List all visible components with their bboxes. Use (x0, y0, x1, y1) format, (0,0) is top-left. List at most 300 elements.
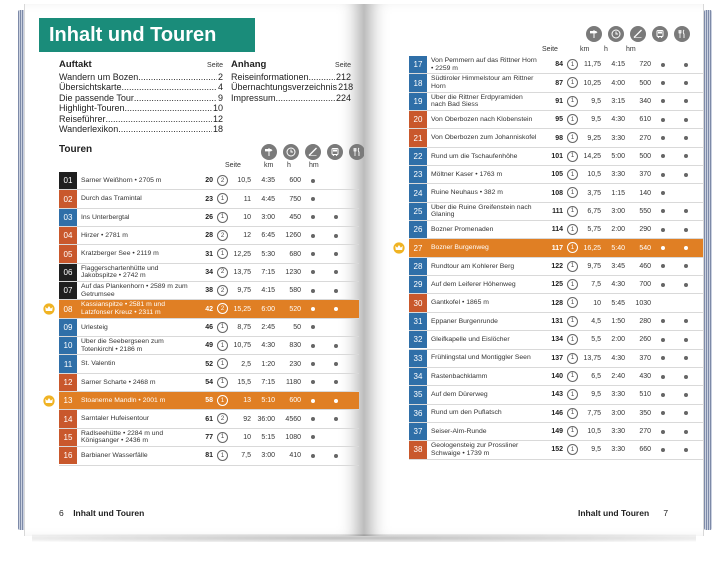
difficulty-icon: 1 (567, 444, 578, 455)
tour-km: 5,5 (591, 336, 601, 344)
restaurant-available-dot (684, 136, 688, 140)
tour-name: Gleifkapelle und Eislöcher (431, 336, 510, 344)
tour-ascent: 1080 (285, 433, 301, 441)
tour-duration: 5:15 (261, 433, 275, 441)
tour-name: Rundtour am Kohlerer Berg (431, 262, 515, 270)
right-page (364, 4, 704, 536)
tour-page: 77 (205, 433, 213, 441)
difficulty-icon: 1 (217, 395, 228, 406)
restaurant-available-dot (684, 393, 688, 397)
tour-page: 54 (205, 378, 213, 386)
bus-available-dot (661, 375, 665, 379)
tour-name: Rund um die Tschaufenhöhe (431, 152, 518, 160)
toc-anhang (231, 59, 354, 103)
toc-entry (59, 124, 223, 135)
restaurant-available-dot (684, 356, 688, 360)
bus-available-dot (661, 393, 665, 397)
tour-row[interactable] (409, 93, 704, 111)
tour-km: 10,75 (233, 342, 251, 350)
tour-km: 10 (243, 213, 251, 221)
bus-available-dot (311, 197, 315, 201)
tour-name: Südtiroler Himmelstour am Rittner Horn (431, 75, 534, 91)
tour-ascent: 610 (639, 116, 651, 124)
difficulty-icon: 1 (567, 132, 578, 143)
tour-row[interactable] (59, 410, 359, 428)
difficulty-icon: 1 (567, 408, 578, 419)
tour-number: 08 (59, 300, 77, 317)
highlight-crown-icon (43, 395, 55, 407)
tour-km: 9,5 (591, 391, 601, 399)
tour-row[interactable] (59, 209, 359, 227)
bus-available-dot (311, 307, 315, 311)
tour-km: 9,75 (587, 262, 601, 270)
tour-page: 152 (551, 446, 563, 454)
tour-ascent: 500 (639, 79, 651, 87)
tour-km: 10 (593, 299, 601, 307)
difficulty-icon: 2 (217, 285, 228, 296)
tour-name: Radlseehütte • 2284 m und Königsanger • 2436 m (81, 429, 164, 445)
difficulty-icon: 2 (217, 175, 228, 186)
tour-name: Barbianer Wasserfälle (81, 452, 148, 460)
tour-number: 07 (59, 282, 77, 299)
tour-duration: 3:30 (611, 391, 625, 399)
bus-available-dot (661, 246, 665, 250)
bus-icon (327, 144, 343, 160)
tour-row[interactable] (409, 221, 704, 239)
toc-entry-label: Wandern um Bozen (59, 71, 139, 82)
clock-icon (283, 144, 299, 160)
tour-number: 15 (59, 429, 77, 446)
difficulty-icon: 1 (217, 193, 228, 204)
tour-row[interactable] (409, 74, 704, 92)
tour-km: 2,5 (241, 360, 251, 368)
tour-duration: 6:00 (261, 305, 275, 313)
difficulty-icon: 1 (567, 389, 578, 400)
tour-ascent: 350 (639, 409, 651, 417)
toc-entry-page: 212 (335, 71, 351, 82)
difficulty-icon: 1 (567, 114, 578, 125)
toc-entry-page: 218 (338, 82, 354, 92)
tour-page: 146 (551, 409, 563, 417)
tour-number: 32 (409, 331, 427, 348)
toc-entry-label: Impressum (231, 92, 276, 103)
tour-duration: 4:00 (611, 79, 625, 87)
tour-page: 23 (205, 195, 213, 203)
tour-ascent: 370 (639, 354, 651, 362)
difficulty-icon: 1 (567, 187, 578, 198)
tour-row[interactable] (409, 203, 704, 221)
restaurant-available-dot (334, 289, 338, 293)
tour-km: 15,5 (237, 378, 251, 386)
restaurant-available-dot (684, 228, 688, 232)
difficulty-icon: 1 (567, 334, 578, 345)
restaurant-available-dot (684, 411, 688, 415)
tour-number: 09 (59, 319, 77, 336)
tour-row[interactable] (409, 166, 704, 184)
toc-entry-label: Übersichtskarte (59, 82, 122, 92)
tour-number: 34 (409, 368, 427, 385)
tour-ascent: 540 (639, 244, 651, 252)
tour-duration: 5:45 (611, 299, 625, 307)
tour-duration: 1:50 (611, 317, 625, 325)
toc-entry (59, 72, 223, 83)
tour-ascent: 550 (639, 207, 651, 215)
tour-number: 35 (409, 386, 427, 403)
restaurant-available-dot (684, 118, 688, 122)
bus-available-dot (661, 228, 665, 232)
tour-ascent: 600 (289, 177, 301, 185)
page-title: Inhalt und Touren (39, 18, 255, 52)
toc-entry (59, 93, 223, 104)
difficulty-icon: 2 (217, 303, 228, 314)
restaurant-available-dot (684, 283, 688, 287)
tour-row[interactable] (409, 313, 704, 331)
tour-row[interactable] (59, 319, 359, 337)
tour-row[interactable] (409, 56, 704, 74)
tour-row[interactable] (409, 423, 704, 441)
tour-row[interactable] (409, 350, 704, 368)
tour-page: 143 (551, 391, 563, 399)
tour-km: 8,75 (237, 323, 251, 331)
col-km: km (580, 46, 590, 53)
tour-km: 10,5 (237, 177, 251, 185)
tour-number: 11 (59, 355, 77, 372)
tour-ascent: 430 (639, 373, 651, 381)
restaurant-available-dot (334, 362, 338, 366)
difficulty-icon: 1 (217, 358, 228, 369)
col-seite: Seite (225, 162, 241, 169)
difficulty-icon: 1 (567, 224, 578, 235)
tour-ascent: 750 (289, 195, 301, 203)
tour-duration: 2:00 (611, 226, 625, 234)
toc-heading: Anhang (231, 59, 267, 70)
signpost-icon (586, 26, 602, 42)
tour-number: 06 (59, 264, 77, 281)
tour-number: 01 (59, 172, 77, 189)
tour-duration: 6:45 (261, 232, 275, 240)
tour-row[interactable] (59, 392, 359, 410)
tour-km: 10,5 (587, 428, 601, 436)
tour-row[interactable] (59, 355, 359, 373)
bus-available-dot (661, 338, 665, 342)
tour-number: 23 (409, 166, 427, 183)
tour-page: 28 (205, 232, 213, 240)
tour-name: St. Valentin (81, 360, 116, 368)
tour-page: 114 (551, 226, 563, 234)
tour-km: 9,75 (237, 287, 251, 295)
toc-entry-label: Wanderlexikon (59, 124, 119, 134)
tour-number: 13 (59, 392, 77, 409)
tour-page: 31 (205, 250, 213, 258)
tour-page: 149 (551, 428, 563, 436)
tour-number: 10 (59, 337, 77, 354)
restaurant-icon (674, 26, 690, 42)
tour-name: Gantkofel • 1865 m (431, 299, 489, 307)
tour-duration: 4:45 (261, 195, 275, 203)
tour-name: Über die Seebergseen zum Totenkirchl • 2186 m (81, 338, 164, 353)
tour-km: 92 (243, 415, 251, 423)
restaurant-available-dot (334, 380, 338, 384)
tour-ascent: 1260 (285, 232, 301, 240)
toc-entry-page: 2 (217, 71, 223, 82)
tour-table-left (59, 172, 359, 466)
tour-duration: 2:45 (261, 323, 275, 331)
tour-name: Seiser-Alm-Runde (431, 427, 487, 435)
toc-entry-label: Übernachtungsverzeichnis (231, 82, 338, 92)
tour-page: 122 (551, 262, 563, 270)
tour-page: 26 (205, 213, 213, 221)
tour-row[interactable] (59, 374, 359, 392)
bus-available-dot (661, 173, 665, 177)
leader-dots (134, 93, 217, 104)
tour-duration: 1:20 (261, 360, 275, 368)
tour-duration: 3:30 (611, 446, 625, 454)
tour-km: 9,25 (587, 134, 601, 142)
difficulty-icon: 1 (217, 450, 228, 461)
bus-available-dot (661, 63, 665, 67)
tour-number: 02 (59, 190, 77, 207)
tour-row[interactable] (409, 331, 704, 349)
tour-name: Urlesteig (81, 323, 108, 331)
bus-available-dot (661, 191, 665, 195)
tour-page: 117 (551, 244, 563, 252)
restaurant-available-dot (684, 81, 688, 85)
difficulty-icon: 1 (567, 151, 578, 162)
tour-row[interactable] (409, 276, 704, 294)
bus-available-dot (661, 99, 665, 103)
tour-km: 9,5 (591, 116, 601, 124)
tour-name: Geologensteig zur Prossliner Schwaige • 1739 m (431, 442, 519, 457)
tour-row[interactable] (409, 441, 704, 459)
col-seite: Seite (542, 46, 558, 53)
tour-ascent: 460 (639, 262, 651, 270)
tour-km: 6,75 (587, 207, 601, 215)
tour-ascent: 1180 (285, 378, 301, 386)
tour-row[interactable] (59, 245, 359, 263)
clock-icon (608, 26, 624, 42)
tour-name: Rund um den Puflatsch (431, 409, 502, 417)
restaurant-icon (349, 144, 364, 160)
tour-page: 42 (205, 305, 213, 313)
toc-entry-page: 12 (212, 113, 223, 124)
tour-ascent: 410 (289, 452, 301, 460)
tour-row[interactable] (409, 405, 704, 423)
toc-entry-page: 10 (212, 103, 223, 113)
tour-number: 24 (409, 184, 427, 201)
tour-ascent: 260 (639, 336, 651, 344)
footer-title: Inhalt und Touren (73, 508, 145, 518)
left-page (24, 4, 364, 536)
tour-ascent: 270 (639, 428, 651, 436)
tour-ascent: 700 (639, 281, 651, 289)
bus-available-dot (661, 411, 665, 415)
tour-row[interactable] (59, 429, 359, 447)
restaurant-available-dot (684, 63, 688, 67)
tour-row[interactable] (409, 111, 704, 129)
tour-duration: 7:15 (261, 378, 275, 386)
tour-name: Bozner Promenaden (431, 225, 494, 233)
tour-row[interactable] (409, 294, 704, 312)
toc-entry (231, 93, 351, 104)
tour-row[interactable] (409, 386, 704, 404)
tour-name: Kratzberger See • 2119 m (81, 250, 159, 258)
tour-ascent: 450 (289, 213, 301, 221)
toc-heading: Auftakt (59, 59, 92, 70)
tour-km: 7,5 (591, 281, 601, 289)
tour-page: 125 (551, 281, 563, 289)
tour-number: 38 (409, 441, 427, 458)
tour-km: 13,75 (233, 268, 251, 276)
bus-available-dot (311, 362, 315, 366)
tour-page: 87 (555, 79, 563, 87)
difficulty-icon: 1 (567, 77, 578, 88)
tour-page: 49 (205, 342, 213, 350)
tour-name: Kassianspitze • 2581 m und Latzfonser Kreuz • 2311 m (81, 301, 165, 317)
leader-dots (276, 93, 335, 104)
leader-dots (106, 114, 212, 125)
toc-entry (231, 82, 354, 93)
tour-duration: 2:40 (611, 373, 625, 381)
bus-available-dot (311, 435, 315, 439)
bus-available-dot (311, 417, 315, 421)
difficulty-icon: 1 (217, 340, 228, 351)
difficulty-icon: 2 (217, 230, 228, 241)
tour-number: 30 (409, 294, 427, 311)
tour-ascent: 520 (289, 305, 301, 313)
tour-number: 04 (59, 227, 77, 244)
tour-row[interactable] (409, 239, 704, 257)
tour-duration: 3:00 (611, 409, 625, 417)
difficulty-icon: 1 (567, 261, 578, 272)
tour-km: 7,75 (587, 409, 601, 417)
restaurant-available-dot (684, 338, 688, 342)
tour-number: 19 (409, 93, 427, 110)
difficulty-icon: 1 (217, 248, 228, 259)
difficulty-icon: 2 (217, 413, 228, 424)
tour-row[interactable] (59, 337, 359, 355)
tour-duration: 1:15 (611, 189, 625, 197)
difficulty-icon: 1 (567, 297, 578, 308)
leader-dots (309, 72, 335, 83)
tour-row[interactable] (59, 264, 359, 282)
tour-name: Hirzer • 2781 m (81, 231, 128, 239)
tour-row[interactable] (409, 258, 704, 276)
tour-row[interactable] (59, 172, 359, 190)
tour-ascent: 720 (639, 61, 651, 69)
col-km: km (264, 162, 274, 169)
toc-entry-label: Highlight-Touren (59, 103, 125, 113)
restaurant-available-dot (684, 99, 688, 103)
tour-page: 95 (555, 116, 563, 124)
tour-row[interactable] (409, 148, 704, 166)
tour-row[interactable] (59, 190, 359, 208)
restaurant-available-dot (334, 399, 338, 403)
bus-available-dot (661, 264, 665, 268)
bus-available-dot (661, 81, 665, 85)
tour-duration: 3:30 (611, 171, 625, 179)
difficulty-icon: 1 (567, 316, 578, 327)
tour-ascent: 340 (639, 97, 651, 105)
tour-km: 11,75 (584, 61, 601, 69)
tour-page: 111 (552, 207, 563, 215)
tour-duration: 2:00 (611, 336, 625, 344)
tour-ascent: 580 (289, 287, 301, 295)
tour-row[interactable] (409, 184, 704, 202)
tour-name: Auf das Plankenhorn • 2589 m zum Getrumsee (81, 283, 188, 298)
tour-row[interactable] (59, 300, 359, 318)
col-hm: hm (626, 46, 636, 53)
toc-entry-label: Reiseführer (59, 113, 106, 124)
tour-ascent: 1030 (635, 299, 651, 307)
tour-number: 05 (59, 245, 77, 262)
toc-entry (231, 72, 351, 83)
leader-dots (125, 103, 212, 114)
restaurant-available-dot (334, 252, 338, 256)
tour-row[interactable] (59, 447, 359, 465)
tour-number: 26 (409, 221, 427, 238)
difficulty-icon: 1 (567, 279, 578, 290)
highlight-crown-icon (393, 242, 405, 254)
tour-ascent: 230 (289, 360, 301, 368)
tour-row[interactable] (409, 129, 704, 147)
tour-number: 31 (409, 313, 427, 330)
restaurant-available-dot (684, 319, 688, 323)
leader-dots (138, 72, 217, 83)
page-number: 7 (663, 508, 669, 518)
tour-name: Sarner Weißhorn • 2705 m (81, 176, 162, 184)
tour-number: 36 (409, 405, 427, 422)
tour-duration: 4:30 (611, 281, 625, 289)
tour-km: 16,25 (583, 244, 601, 252)
restaurant-available-dot (334, 344, 338, 348)
tour-km: 13 (243, 397, 251, 405)
tour-row[interactable] (59, 282, 359, 300)
tour-page: 134 (551, 336, 563, 344)
tour-table-right (409, 56, 704, 460)
restaurant-available-dot (684, 154, 688, 158)
tour-ascent: 370 (639, 171, 651, 179)
ascent-icon (305, 144, 321, 160)
col-h: h (287, 162, 291, 169)
tour-number: 29 (409, 276, 427, 293)
tour-page: 98 (555, 134, 563, 142)
bus-available-dot (311, 252, 315, 256)
tour-duration: 4:35 (261, 177, 275, 185)
tour-row[interactable] (59, 227, 359, 245)
tour-number: 16 (59, 447, 77, 464)
tour-duration: 3:00 (611, 207, 625, 215)
bus-available-dot (311, 215, 315, 219)
tour-km: 12 (243, 232, 251, 240)
difficulty-icon: 1 (217, 432, 228, 443)
tour-number: 14 (59, 410, 77, 427)
tour-name: Über die Ruine Greifenstein nach Glaning (431, 203, 532, 219)
difficulty-icon: 1 (217, 377, 228, 388)
tour-km: 15,25 (233, 305, 251, 313)
tour-duration: 4:30 (611, 116, 625, 124)
tour-name: Auf dem Dürerweg (431, 391, 488, 399)
footer-right (578, 508, 668, 518)
tour-km: 3,75 (587, 189, 601, 197)
toc-seite-label: Seite (335, 62, 351, 69)
tour-row[interactable] (409, 368, 704, 386)
tour-name: Möltner Kaser • 1763 m (431, 170, 503, 178)
tour-duration: 7:15 (261, 268, 275, 276)
tour-page: 46 (205, 323, 213, 331)
difficulty-icon: 1 (567, 371, 578, 382)
toc-seite-label: Seite (207, 62, 223, 69)
difficulty-icon: 1 (567, 169, 578, 180)
